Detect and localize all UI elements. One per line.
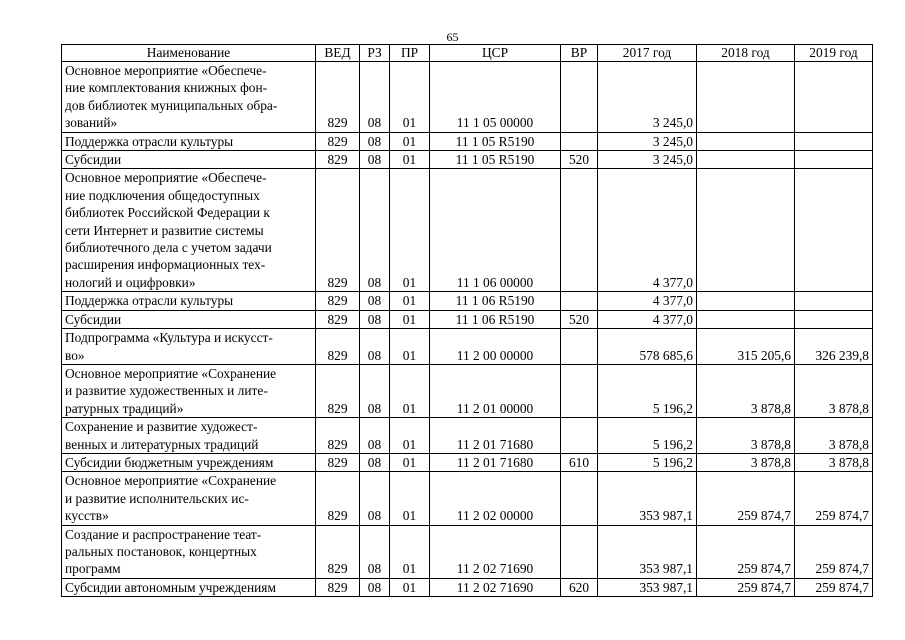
cell-2018 — [697, 151, 795, 169]
cell-name: Субсидии — [62, 310, 316, 328]
cell-vr — [561, 329, 598, 365]
cell-2018 — [697, 292, 795, 310]
cell-csr: 11 1 05 R5190 — [430, 132, 561, 150]
cell-pr: 01 — [390, 310, 430, 328]
header-rz: РЗ — [360, 45, 390, 62]
cell-rz: 08 — [360, 364, 390, 417]
cell-name: Поддержка отрасли культуры — [62, 132, 316, 150]
cell-2019: 326 239,8 — [795, 329, 873, 365]
cell-rz: 08 — [360, 329, 390, 365]
cell-rz: 08 — [360, 169, 390, 292]
cell-ved: 829 — [316, 472, 360, 525]
header-2018: 2018 год — [697, 45, 795, 62]
cell-ved: 829 — [316, 62, 360, 133]
cell-pr: 01 — [390, 364, 430, 417]
cell-vr: 610 — [561, 453, 598, 471]
cell-2019 — [795, 169, 873, 292]
cell-2019: 3 878,8 — [795, 364, 873, 417]
cell-2018: 3 878,8 — [697, 418, 795, 454]
table-row — [62, 525, 873, 578]
table-row — [62, 310, 873, 328]
cell-name: Подпрограмма «Культура и искусст- во» — [62, 329, 316, 365]
cell-ved: 829 — [316, 578, 360, 596]
cell-vr: 520 — [561, 310, 598, 328]
cell-pr: 01 — [390, 453, 430, 471]
cell-2018: 3 878,8 — [697, 453, 795, 471]
cell-pr: 01 — [390, 132, 430, 150]
cell-name: Основное мероприятие «Обеспече- ние подключения общедоступных библиотек Российской Федерации к сети Интернет и развитие системы библиотечного дела с учетом задачи расширения информационных тех- нологий и оцифровки» — [62, 169, 316, 292]
cell-csr: 11 2 02 71690 — [430, 578, 561, 596]
cell-rz: 08 — [360, 62, 390, 133]
cell-rz: 08 — [360, 310, 390, 328]
cell-ved: 829 — [316, 151, 360, 169]
cell-rz: 08 — [360, 525, 390, 578]
cell-vr — [561, 525, 598, 578]
cell-csr: 11 1 05 R5190 — [430, 151, 561, 169]
budget-table — [61, 44, 873, 597]
cell-pr: 01 — [390, 578, 430, 596]
cell-rz: 08 — [360, 472, 390, 525]
cell-2018: 259 874,7 — [697, 525, 795, 578]
cell-name: Поддержка отрасли культуры — [62, 292, 316, 310]
header-name: Наименование — [62, 45, 316, 62]
table-row — [62, 169, 873, 292]
cell-vr — [561, 62, 598, 133]
cell-csr: 11 2 02 00000 — [430, 472, 561, 525]
cell-2018 — [697, 62, 795, 133]
header-2017: 2017 год — [598, 45, 697, 62]
cell-2018: 259 874,7 — [697, 578, 795, 596]
cell-rz: 08 — [360, 132, 390, 150]
cell-csr: 11 2 00 00000 — [430, 329, 561, 365]
cell-ved: 829 — [316, 364, 360, 417]
cell-2019 — [795, 292, 873, 310]
cell-ved: 829 — [316, 418, 360, 454]
page-number: 65 — [446, 30, 459, 44]
cell-2019: 3 878,8 — [795, 418, 873, 454]
cell-name: Субсидии автономным учреждениям — [62, 578, 316, 596]
cell-pr: 01 — [390, 472, 430, 525]
cell-2017: 3 245,0 — [598, 151, 697, 169]
cell-csr: 11 2 01 00000 — [430, 364, 561, 417]
header-pr: ПР — [390, 45, 430, 62]
cell-ved: 829 — [316, 453, 360, 471]
cell-csr: 11 2 02 71690 — [430, 525, 561, 578]
cell-csr: 11 1 06 R5190 — [430, 292, 561, 310]
cell-pr: 01 — [390, 169, 430, 292]
cell-2017: 4 377,0 — [598, 292, 697, 310]
cell-2018 — [697, 310, 795, 328]
cell-2019: 259 874,7 — [795, 472, 873, 525]
cell-rz: 08 — [360, 292, 390, 310]
cell-2019: 3 878,8 — [795, 453, 873, 471]
cell-2018 — [697, 132, 795, 150]
cell-ved: 829 — [316, 169, 360, 292]
cell-2018: 315 205,6 — [697, 329, 795, 365]
cell-2019 — [795, 310, 873, 328]
cell-vr — [561, 418, 598, 454]
cell-2018 — [697, 169, 795, 292]
table-row — [62, 292, 873, 310]
cell-2017: 5 196,2 — [598, 453, 697, 471]
table-row — [62, 472, 873, 525]
table-row — [62, 418, 873, 454]
cell-vr — [561, 169, 598, 292]
cell-2018: 3 878,8 — [697, 364, 795, 417]
cell-2017: 4 377,0 — [598, 169, 697, 292]
cell-2017: 4 377,0 — [598, 310, 697, 328]
table-row — [62, 453, 873, 471]
cell-name: Основное мероприятие «Сохранение и развитие исполнительских ис- кусств» — [62, 472, 316, 525]
cell-ved: 829 — [316, 132, 360, 150]
cell-pr: 01 — [390, 151, 430, 169]
cell-2019: 259 874,7 — [795, 525, 873, 578]
cell-csr: 11 1 06 R5190 — [430, 310, 561, 328]
cell-vr: 520 — [561, 151, 598, 169]
cell-ved: 829 — [316, 525, 360, 578]
table-row — [62, 151, 873, 169]
cell-name: Создание и распространение теат- ральных постановок, концертных программ — [62, 525, 316, 578]
table-row — [62, 132, 873, 150]
cell-pr: 01 — [390, 292, 430, 310]
header-ved: ВЕД — [316, 45, 360, 62]
cell-2018: 259 874,7 — [697, 472, 795, 525]
table-row — [62, 329, 873, 365]
cell-2017: 3 245,0 — [598, 62, 697, 133]
cell-vr — [561, 292, 598, 310]
header-csr: ЦСР — [430, 45, 561, 62]
cell-2017: 5 196,2 — [598, 418, 697, 454]
cell-vr — [561, 472, 598, 525]
cell-rz: 08 — [360, 453, 390, 471]
cell-csr: 11 2 01 71680 — [430, 418, 561, 454]
header-row — [62, 45, 873, 62]
cell-2019 — [795, 132, 873, 150]
cell-vr: 620 — [561, 578, 598, 596]
cell-ved: 829 — [316, 292, 360, 310]
cell-2017: 353 987,1 — [598, 525, 697, 578]
cell-2017: 353 987,1 — [598, 472, 697, 525]
table-body — [62, 62, 873, 597]
cell-rz: 08 — [360, 151, 390, 169]
cell-pr: 01 — [390, 418, 430, 454]
cell-pr: 01 — [390, 329, 430, 365]
cell-2019 — [795, 151, 873, 169]
cell-name: Субсидии бюджетным учреждениям — [62, 453, 316, 471]
table-row — [62, 364, 873, 417]
cell-vr — [561, 364, 598, 417]
cell-pr: 01 — [390, 62, 430, 133]
cell-rz: 08 — [360, 578, 390, 596]
cell-2019 — [795, 62, 873, 133]
cell-ved: 829 — [316, 329, 360, 365]
table-row — [62, 62, 873, 133]
cell-2017: 578 685,6 — [598, 329, 697, 365]
table-row — [62, 578, 873, 596]
header-vr: ВР — [561, 45, 598, 62]
cell-name: Основное мероприятие «Сохранение и развитие художественных и лите- ратурных традиций» — [62, 364, 316, 417]
cell-2017: 353 987,1 — [598, 578, 697, 596]
cell-pr: 01 — [390, 525, 430, 578]
cell-csr: 11 1 06 00000 — [430, 169, 561, 292]
cell-csr: 11 2 01 71680 — [430, 453, 561, 471]
cell-ved: 829 — [316, 310, 360, 328]
cell-2019: 259 874,7 — [795, 578, 873, 596]
cell-name: Сохранение и развитие художест- венных и литературных традиций — [62, 418, 316, 454]
cell-name: Субсидии — [62, 151, 316, 169]
cell-name: Основное мероприятие «Обеспече- ние комплектования книжных фон- дов библиотек муниципальных обра- зований» — [62, 62, 316, 133]
cell-rz: 08 — [360, 418, 390, 454]
cell-csr: 11 1 05 00000 — [430, 62, 561, 133]
header-2019: 2019 год — [795, 45, 873, 62]
cell-2017: 3 245,0 — [598, 132, 697, 150]
cell-vr — [561, 132, 598, 150]
cell-2017: 5 196,2 — [598, 364, 697, 417]
